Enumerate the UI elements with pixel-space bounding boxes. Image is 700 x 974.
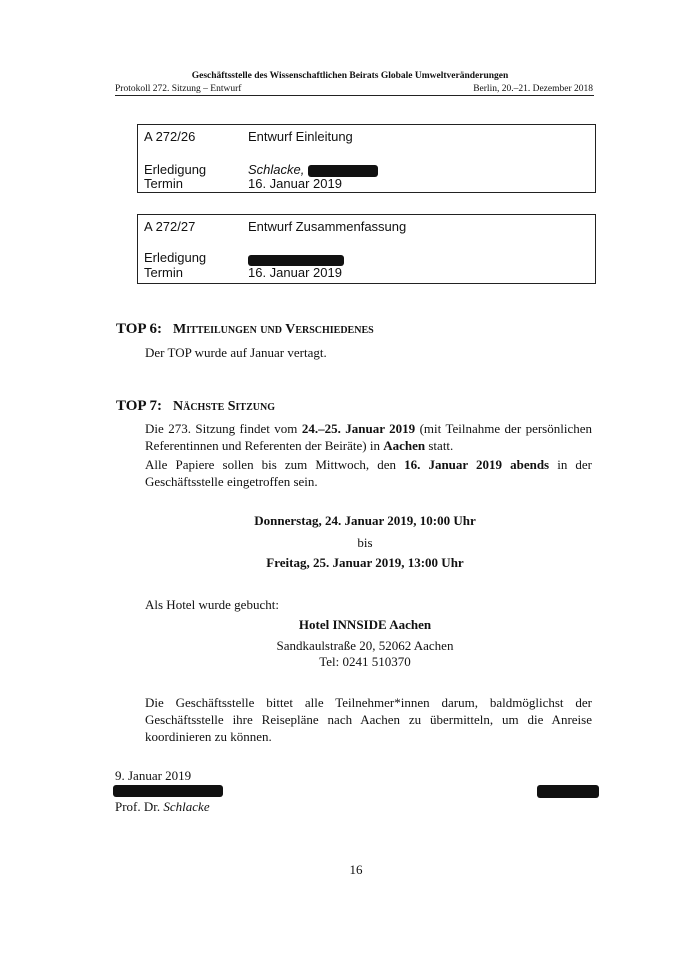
signature-redaction-right (537, 785, 599, 798)
text-run: (mit Teilnahme der persönlichen Referentinnen und Referenten der Beiräte) in (145, 421, 593, 453)
task-id: A 272/26 (144, 129, 196, 144)
closing-paragraph: Die Geschäftsstelle bittet alle Teilnehmer*innen darum, baldmöglichst der Geschäftsstelle ihre Reisepläne nach Aachen zu übermitteln, um die Anreise koordinieren zu können. (145, 695, 592, 744)
header-protocol: Protokoll 272. Sitzung – Entwurf (115, 84, 242, 94)
redaction-bar (308, 165, 378, 177)
header-divider (115, 95, 594, 96)
task-box-a272-26 (137, 124, 596, 193)
top7-paragraph-dates (145, 420, 592, 454)
termin-label: Termin (144, 265, 184, 280)
top7-title: Nächste Sitzung (173, 399, 275, 414)
text-run-bold: 16. Januar 2019 abends (404, 457, 550, 472)
erledigung-name: Schlacke, (248, 162, 305, 177)
top6-number: TOP 6: (116, 321, 162, 337)
top6-title: Mitteilungen und Verschiedenes (173, 322, 374, 337)
header-date: Berlin, 20.–21. Dezember 2018 (473, 84, 593, 94)
text-run: Alle Papiere sollen bis zum Mittwoch, den (145, 457, 405, 472)
hotel-intro: Als Hotel wurde gebucht: (145, 597, 279, 612)
meeting-bis: bis (357, 535, 373, 550)
text-run: Die 273. Sitzung findet vom (145, 421, 302, 436)
erledigung-label: Erledigung (144, 162, 207, 177)
header-title: Geschäftsstelle des Wissenschaftlichen Beirats Globale Umweltveränderungen (191, 71, 509, 81)
hotel-telephone: Tel: 0241 510370 (319, 654, 411, 669)
termin-label: Termin (144, 176, 184, 191)
top7-paragraph-papers (145, 456, 592, 490)
hotel-name: Hotel INNSIDE Aachen (298, 617, 432, 632)
meeting-start: Donnerstag, 24. Januar 2019, 10:00 Uhr (254, 513, 476, 528)
text-run: in der Geschäftsstelle eingetroffen sein. (145, 457, 592, 489)
erledigung-label: Erledigung (144, 250, 207, 265)
text-run: statt. (425, 438, 454, 453)
top7-number: TOP 7: (116, 398, 162, 414)
task-id: A 272/27 (144, 219, 196, 234)
termin-value: 16. Januar 2019 (248, 265, 342, 280)
document-date: 9. Januar 2019 (115, 768, 192, 783)
text-run-bold: 24.–25. Januar 2019 (301, 421, 416, 436)
hotel-address: Sandkaulstraße 20, 52062 Aachen (276, 638, 454, 653)
task-title: Entwurf Einleitung (248, 129, 353, 144)
text-run-bold: Aachen (383, 438, 426, 453)
signer-name: Schlacke (163, 799, 210, 814)
erledigung-value (248, 162, 378, 177)
signature-redaction (113, 785, 223, 797)
task-box-a272-27 (137, 214, 596, 284)
signer-title: Prof. Dr. (115, 799, 164, 814)
meeting-end: Freitag, 25. Januar 2019, 13:00 Uhr (266, 555, 464, 570)
termin-value: 16. Januar 2019 (248, 176, 342, 191)
top6-text: Der TOP wurde auf Januar vertagt. (145, 345, 327, 360)
task-title: Entwurf Zusammenfassung (248, 219, 407, 234)
page-number: 16 (349, 862, 363, 877)
signer (115, 799, 210, 815)
